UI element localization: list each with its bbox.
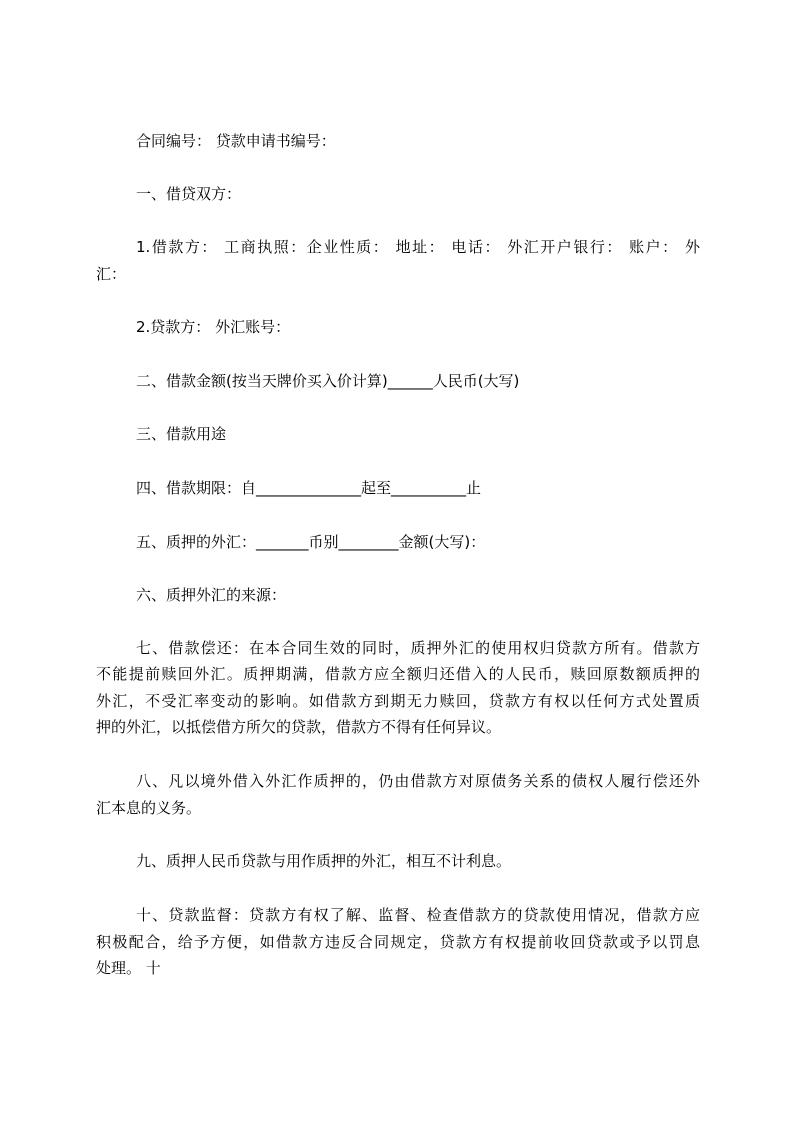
section-7-repayment-line-4: 押的外汇，以抵偿借方所欠的贷款，借款方不得有任何异议。 xyxy=(96,718,502,736)
section-10-line-1: 十、贷款监督：贷款方有权了解、监督、检查借款方的贷款使用情况，借款方应 xyxy=(136,906,700,924)
contract-number-line: 合同编号： 贷款申请书编号： xyxy=(136,132,336,150)
section-6-pledge-source: 六、质押外汇的来源： xyxy=(136,586,287,604)
lender-info-line: 2.贷款方： 外汇账号： xyxy=(136,318,291,336)
section-2-loan-amount: 二、借款金额(按当天牌价买入价计算)______人民币(大写) xyxy=(136,372,520,390)
section-7-repayment-line-3: 外汇，不受汇率变动的影响。如借款方到期无力赎回，贷款方有权以任何方式处置质 xyxy=(96,692,700,710)
borrower-info-line-cont: 汇： xyxy=(96,265,127,283)
section-5-pledged-currency: 五、质押的外汇：_______币别________金额(大写)： xyxy=(136,533,486,551)
section-8-line-1: 八、凡以境外借入外汇作质押的，仍由借款方对原债务关系的债权人履行偿还外 xyxy=(136,772,700,790)
section-7-repayment-line-2: 不能提前赎回外汇。质押期满，借款方应全额归还借入的人民币，赎回原数额质押的 xyxy=(96,665,700,683)
section-7-repayment-line-1: 七、借款偿还：在本合同生效的同时，质押外汇的使用权归贷款方所有。借款方 xyxy=(136,639,700,657)
section-8-line-2: 汇本息的义务。 xyxy=(96,799,202,817)
section-10-line-3: 处理。 十 xyxy=(96,959,161,977)
section-4-loan-term: 四、借款期限：自______________起至__________止 xyxy=(136,479,482,497)
section-10-line-2: 积极配合，给予方便，如借款方违反合同规定，贷款方有权提前收回贷款或予以罚息 xyxy=(96,933,700,951)
section-3-loan-purpose: 三、借款用途 xyxy=(136,425,227,443)
borrower-info-line: 1.借款方： 工商执照：企业性质： 地址： 电话： 外汇开户银行： 账户： 外 xyxy=(136,238,700,256)
section-1-heading: 一、借贷双方： xyxy=(136,185,242,203)
section-9-interest: 九、质押人民币贷款与用作质押的外汇，相互不计利息。 xyxy=(136,852,512,870)
